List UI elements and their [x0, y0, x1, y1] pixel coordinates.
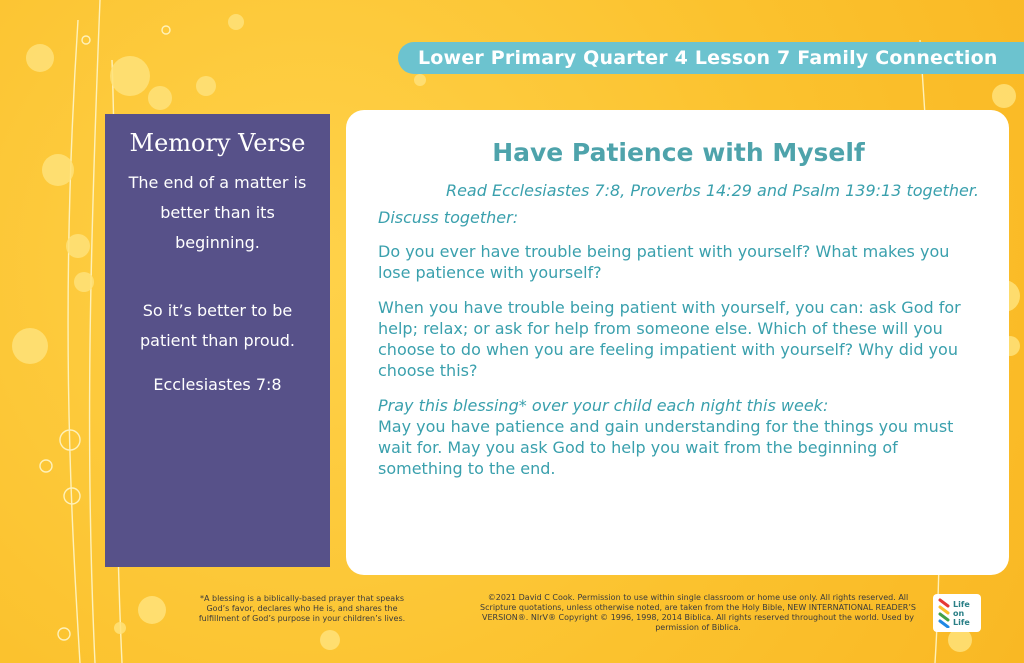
memory-verse-line-2: So it’s better to be patient than proud.: [139, 301, 296, 350]
lesson-content-card: [346, 110, 1009, 575]
lesson-banner: [398, 42, 1024, 74]
banner-title: Lower Primary Quarter 4 Lesson 7 Family Connection: [418, 47, 998, 69]
discuss-label: Discuss together:: [378, 208, 519, 227]
logo-text-line-1: Life: [953, 599, 970, 609]
memory-verse-reference: Ecclesiastes 7:8: [153, 375, 282, 394]
logo-text-line-2: on: [953, 608, 965, 618]
logo-mark-icon: [937, 598, 951, 628]
logo-text-line-3: Life: [953, 617, 970, 627]
lesson-title: Have Patience with Myself: [492, 138, 865, 167]
pray-label: Pray this blessing* over your child each night this week:: [378, 396, 829, 415]
read-instruction: Read Ecclesiastes 7:8, Proverbs 14:29 and Psalm 139:13 together.: [445, 181, 979, 200]
memory-verse-line-1: The end of a matter is better than its beginning.: [128, 173, 307, 252]
blessing-footnote: *A blessing is a biblically-based prayer that speaks God’s favor, declares who He is, and shares the fulfillment of God’s purpose in your children’s lives.: [198, 594, 406, 623]
discussion-question-1: Do you ever have trouble being patient with yourself? What makes you lose patience with yourself?: [378, 242, 950, 282]
life-on-life-logo: [933, 594, 981, 632]
blessing-text: May you have patience and gain understanding for the things you must wait for. May you ask God to help you wait from the beginning of something to the end.: [378, 417, 954, 478]
memory-verse-card: [105, 114, 330, 567]
copyright-notice: ©2021 David C Cook. Permission to use within single classroom or home use only. All rights reserved. All Scripture quotations, unless otherwise noted, are taken from the Holy Bible, NEW INTERNATIONAL READER’S VERSION®. NIrV® Copyright © 1996, 1998, 2014 Biblica. All rights reserved throughout the world. Used by permission of Biblica.: [480, 593, 916, 632]
discussion-question-2: When you have trouble being patient with yourself, you can: ask God for help; relax; or ask for help from someone else. Which of these will you choose to do when you are feeling impatient with yourself? Why did you choose this?: [378, 298, 961, 380]
logo-text: [953, 600, 970, 627]
memory-verse-heading: Memory Verse: [129, 129, 306, 157]
